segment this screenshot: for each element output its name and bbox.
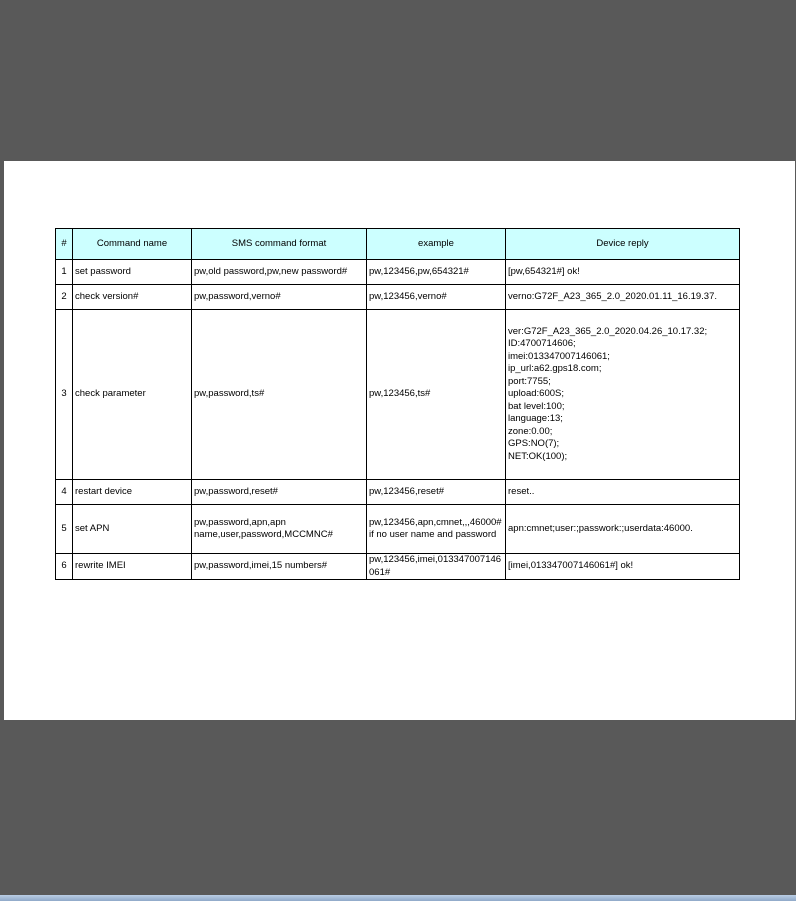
- reply-line: ip_url:a62.gps18.com;: [508, 363, 602, 375]
- command-name: check version#: [73, 285, 192, 310]
- command-format: pw,password,reset#: [192, 480, 367, 505]
- device-reply: verno:G72F_A23_365_2.0_2020.01.11_16.19.37.: [506, 285, 740, 310]
- command-name: rewrite IMEI: [73, 554, 192, 580]
- header-example: example: [367, 229, 506, 260]
- header-number: #: [56, 229, 73, 260]
- reply-line: upload:600S;: [508, 388, 564, 400]
- command-name: set APN: [73, 505, 192, 554]
- command-name: restart device: [73, 480, 192, 505]
- table-row: [56, 260, 740, 285]
- reply-line: imei:013347007146061;: [508, 350, 610, 362]
- reply-line: ver:G72F_A23_365_2.0_2020.04.26_10.17.32;: [508, 325, 708, 337]
- sms-command-table: [55, 228, 740, 580]
- command-example: pw,123456,pw,654321#: [367, 260, 506, 285]
- reply-line: ID:4700714606;: [508, 338, 576, 350]
- command-example: pw,123456,verno#: [367, 285, 506, 310]
- command-name: check parameter: [73, 310, 192, 480]
- row-number: 6: [56, 554, 73, 580]
- device-reply: apn:cmnet;user:;passwork:;userdata:46000.: [506, 505, 740, 554]
- reply-line: bat level:100;: [508, 400, 565, 412]
- taskbar-strip: [0, 895, 796, 901]
- document-page: [4, 161, 795, 720]
- command-name: set password: [73, 260, 192, 285]
- command-format: pw,password,ts#: [192, 310, 367, 480]
- reply-line: port:7755;: [508, 375, 551, 387]
- row-number: 5: [56, 505, 73, 554]
- row-number: 2: [56, 285, 73, 310]
- device-reply: reset..: [506, 480, 740, 505]
- header-sms-format: SMS command format: [192, 229, 367, 260]
- command-example: pw,123456,ts#: [367, 310, 506, 480]
- reply-line: GPS:NO(7);: [508, 438, 560, 450]
- table-row: [56, 285, 740, 310]
- table-row: [56, 310, 740, 480]
- command-format: pw,password,verno#: [192, 285, 367, 310]
- row-number: 3: [56, 310, 73, 480]
- command-example: pw,123456,apn,cmnet,,,46000# if no user name and password: [367, 505, 506, 554]
- table-header-row: [56, 229, 740, 260]
- command-format: pw,old password,pw,new password#: [192, 260, 367, 285]
- reply-line: zone:0.00;: [508, 425, 553, 437]
- row-number: 4: [56, 480, 73, 505]
- device-reply-multiline: [506, 310, 740, 480]
- header-command-name: Command name: [73, 229, 192, 260]
- reply-line: language:13;: [508, 413, 563, 425]
- table-row: [56, 480, 740, 505]
- header-device-reply: Device reply: [506, 229, 740, 260]
- device-reply: [pw,654321#] ok!: [506, 260, 740, 285]
- command-example: pw,123456,reset#: [367, 480, 506, 505]
- reply-line: NET:OK(100);: [508, 450, 568, 462]
- command-format: pw,password,imei,15 numbers#: [192, 554, 367, 580]
- device-reply: [imei,013347007146061#] ok!: [506, 554, 740, 580]
- command-example: pw,123456,imei,013347007146061#: [367, 554, 506, 580]
- row-number: 1: [56, 260, 73, 285]
- command-format: pw,password,apn,apn name,user,password,MCCMNC#: [192, 505, 367, 554]
- table-row: [56, 505, 740, 554]
- table-row: [56, 554, 740, 580]
